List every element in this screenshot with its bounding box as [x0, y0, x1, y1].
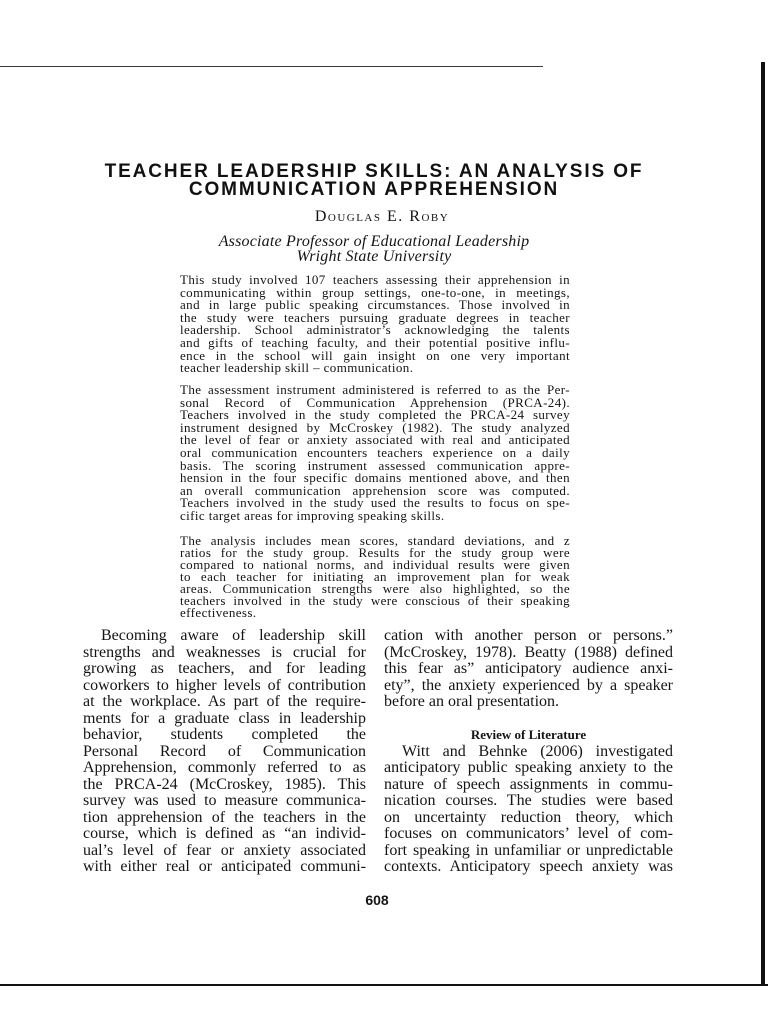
abstract-line: oral communication encounters teachers experience on a daily [180, 444, 570, 460]
body-line: fort speaking in unfamiliar or unpredictable [384, 841, 673, 859]
title-line: COMMUNICATION APPREHENSION [188, 179, 560, 200]
body-line: Personal Record of Communication [83, 742, 366, 760]
abstract-line: and gifts of teaching faculty, and their potential positive influ- [180, 334, 570, 350]
article-title [0, 163, 748, 199]
abstract-line: hension in the four specific domains mentioned above, and then [180, 470, 570, 486]
abstract-line: teachers involved in the study were conscious of their speaking [180, 593, 570, 608]
body-line: cation with another person or persons.” [384, 627, 673, 644]
body-line: nication courses. The studies were based [384, 792, 673, 809]
abstract-line: communicating within group settings, one-to-one, in meetings, [180, 284, 570, 300]
title-line: TEACHER LEADERSHIP SKILLS: AN ANALYSIS OF [104, 161, 644, 182]
body-line: ety”, the anxiety experienced by a speaker [384, 676, 673, 694]
body-line: Apprehension, commonly referred to as [83, 759, 366, 776]
body-line: contexts. Anticipatory speech anxiety was [384, 858, 673, 875]
abstract-line: basis. The scoring instrument assessed communication appre- [180, 457, 570, 473]
abstract-line: and in large public speaking circumstances. Those involved in [180, 297, 570, 313]
body-line: anticipatory public speaking anxiety to the [384, 759, 673, 776]
body-line: this fear as” anticipatory audience anxi- [384, 660, 673, 677]
abstract-line: The analysis includes mean scores, standard deviations, and z [180, 533, 570, 548]
affiliation-title: Associate Professor of Educational Leadership [218, 233, 530, 250]
body-line: growing as teachers, and for leading [83, 660, 366, 677]
abstract-line: sonal Record of Communication Apprehension (PRCA-24). [180, 394, 570, 410]
body-column-left [83, 628, 366, 876]
abstract-paragraph [180, 274, 570, 375]
body-line: course, which is defined as “an individ- [83, 825, 366, 842]
body-column-right [384, 628, 673, 876]
abstract-line: leadership. School administrator’s acknowledging the talents [180, 322, 570, 338]
abstract-line: Teachers involved in the study used the results to focus on spe- [180, 495, 570, 511]
paragraph-gap [384, 711, 673, 728]
abstract-line: ence in the school will gain insight on one very important [180, 347, 570, 363]
author-name: Douglas E. Roby [314, 208, 450, 225]
body-line: before an oral presentation. [384, 693, 560, 710]
section-heading: Review of Literature [470, 727, 587, 742]
abstract-paragraph [180, 384, 570, 523]
body-line: with either real or anticipated communi- [83, 858, 366, 875]
abstract-line: effectiveness. [180, 605, 257, 620]
abstract-line: the study were teachers pursuing graduate degrees in teacher [180, 309, 570, 325]
abstract-line: teacher leadership skill – communication. [180, 360, 414, 376]
body-line: Becoming aware of leadership skill [101, 627, 366, 644]
abstract-line: an overall communication apprehension score was computed. [180, 482, 570, 498]
top-rule [0, 66, 543, 67]
body-line: coworkers to higher levels of contribution [83, 676, 366, 694]
abstract-line: to each teacher for initiating an improvement plan for weak [180, 569, 570, 584]
body-line: ual’s level of fear or anxiety associated [83, 841, 366, 859]
abstract-line: The assessment instrument administered is referred to as the Per- [180, 382, 570, 397]
body-line: on uncertainty reduction theory, which [384, 808, 673, 826]
abstract-line: This study involved 107 teachers assessing their apprehension in [180, 272, 570, 287]
body-line: Witt and Behnke (2006) investigated [402, 742, 673, 760]
body-line: survey was used to measure communica- [83, 792, 366, 809]
body-line: tion apprehension of the teachers in the [83, 808, 366, 826]
abstract-line: the level of fear or anxiety associated with real and anticipated [180, 432, 570, 448]
body-line: ments for a graduate class in leadership [83, 709, 366, 727]
body-line: nature of speech assignments in commu- [384, 775, 673, 793]
page-number: 608 [365, 892, 389, 908]
body-line: at the workplace. As part of the require- [83, 693, 366, 710]
bottom-page-border [0, 984, 768, 986]
abstract-paragraph [180, 535, 570, 619]
body-line: strengths and weaknesses is crucial for [83, 643, 366, 661]
body-line: (McCroskey, 1978). Beatty (1988) defined [384, 643, 673, 661]
body-line: the PRCA-24 (McCroskey, 1985). This [83, 775, 366, 793]
abstract-line: areas. Communication strengths were also highlighted, so the [180, 581, 570, 596]
affiliation-institution: Wright State University [296, 248, 452, 265]
body-line: focuses on communicators’ level of com- [384, 825, 673, 842]
body-line: behavior, students completed the [83, 726, 366, 743]
abstract-line: instrument designed by McCroskey (1982). The study analyzed [180, 419, 570, 435]
author-affiliation [0, 234, 748, 264]
abstract-line: ratios for the study group. Results for the study group were [180, 545, 570, 560]
abstract-line: cific target areas for improving speaking skills. [180, 507, 445, 523]
right-page-border [761, 62, 765, 986]
abstract-line: compared to national norms, and individual results were given [180, 557, 570, 572]
abstract-line: Teachers involved in the study completed the PRCA-24 survey [180, 407, 570, 423]
